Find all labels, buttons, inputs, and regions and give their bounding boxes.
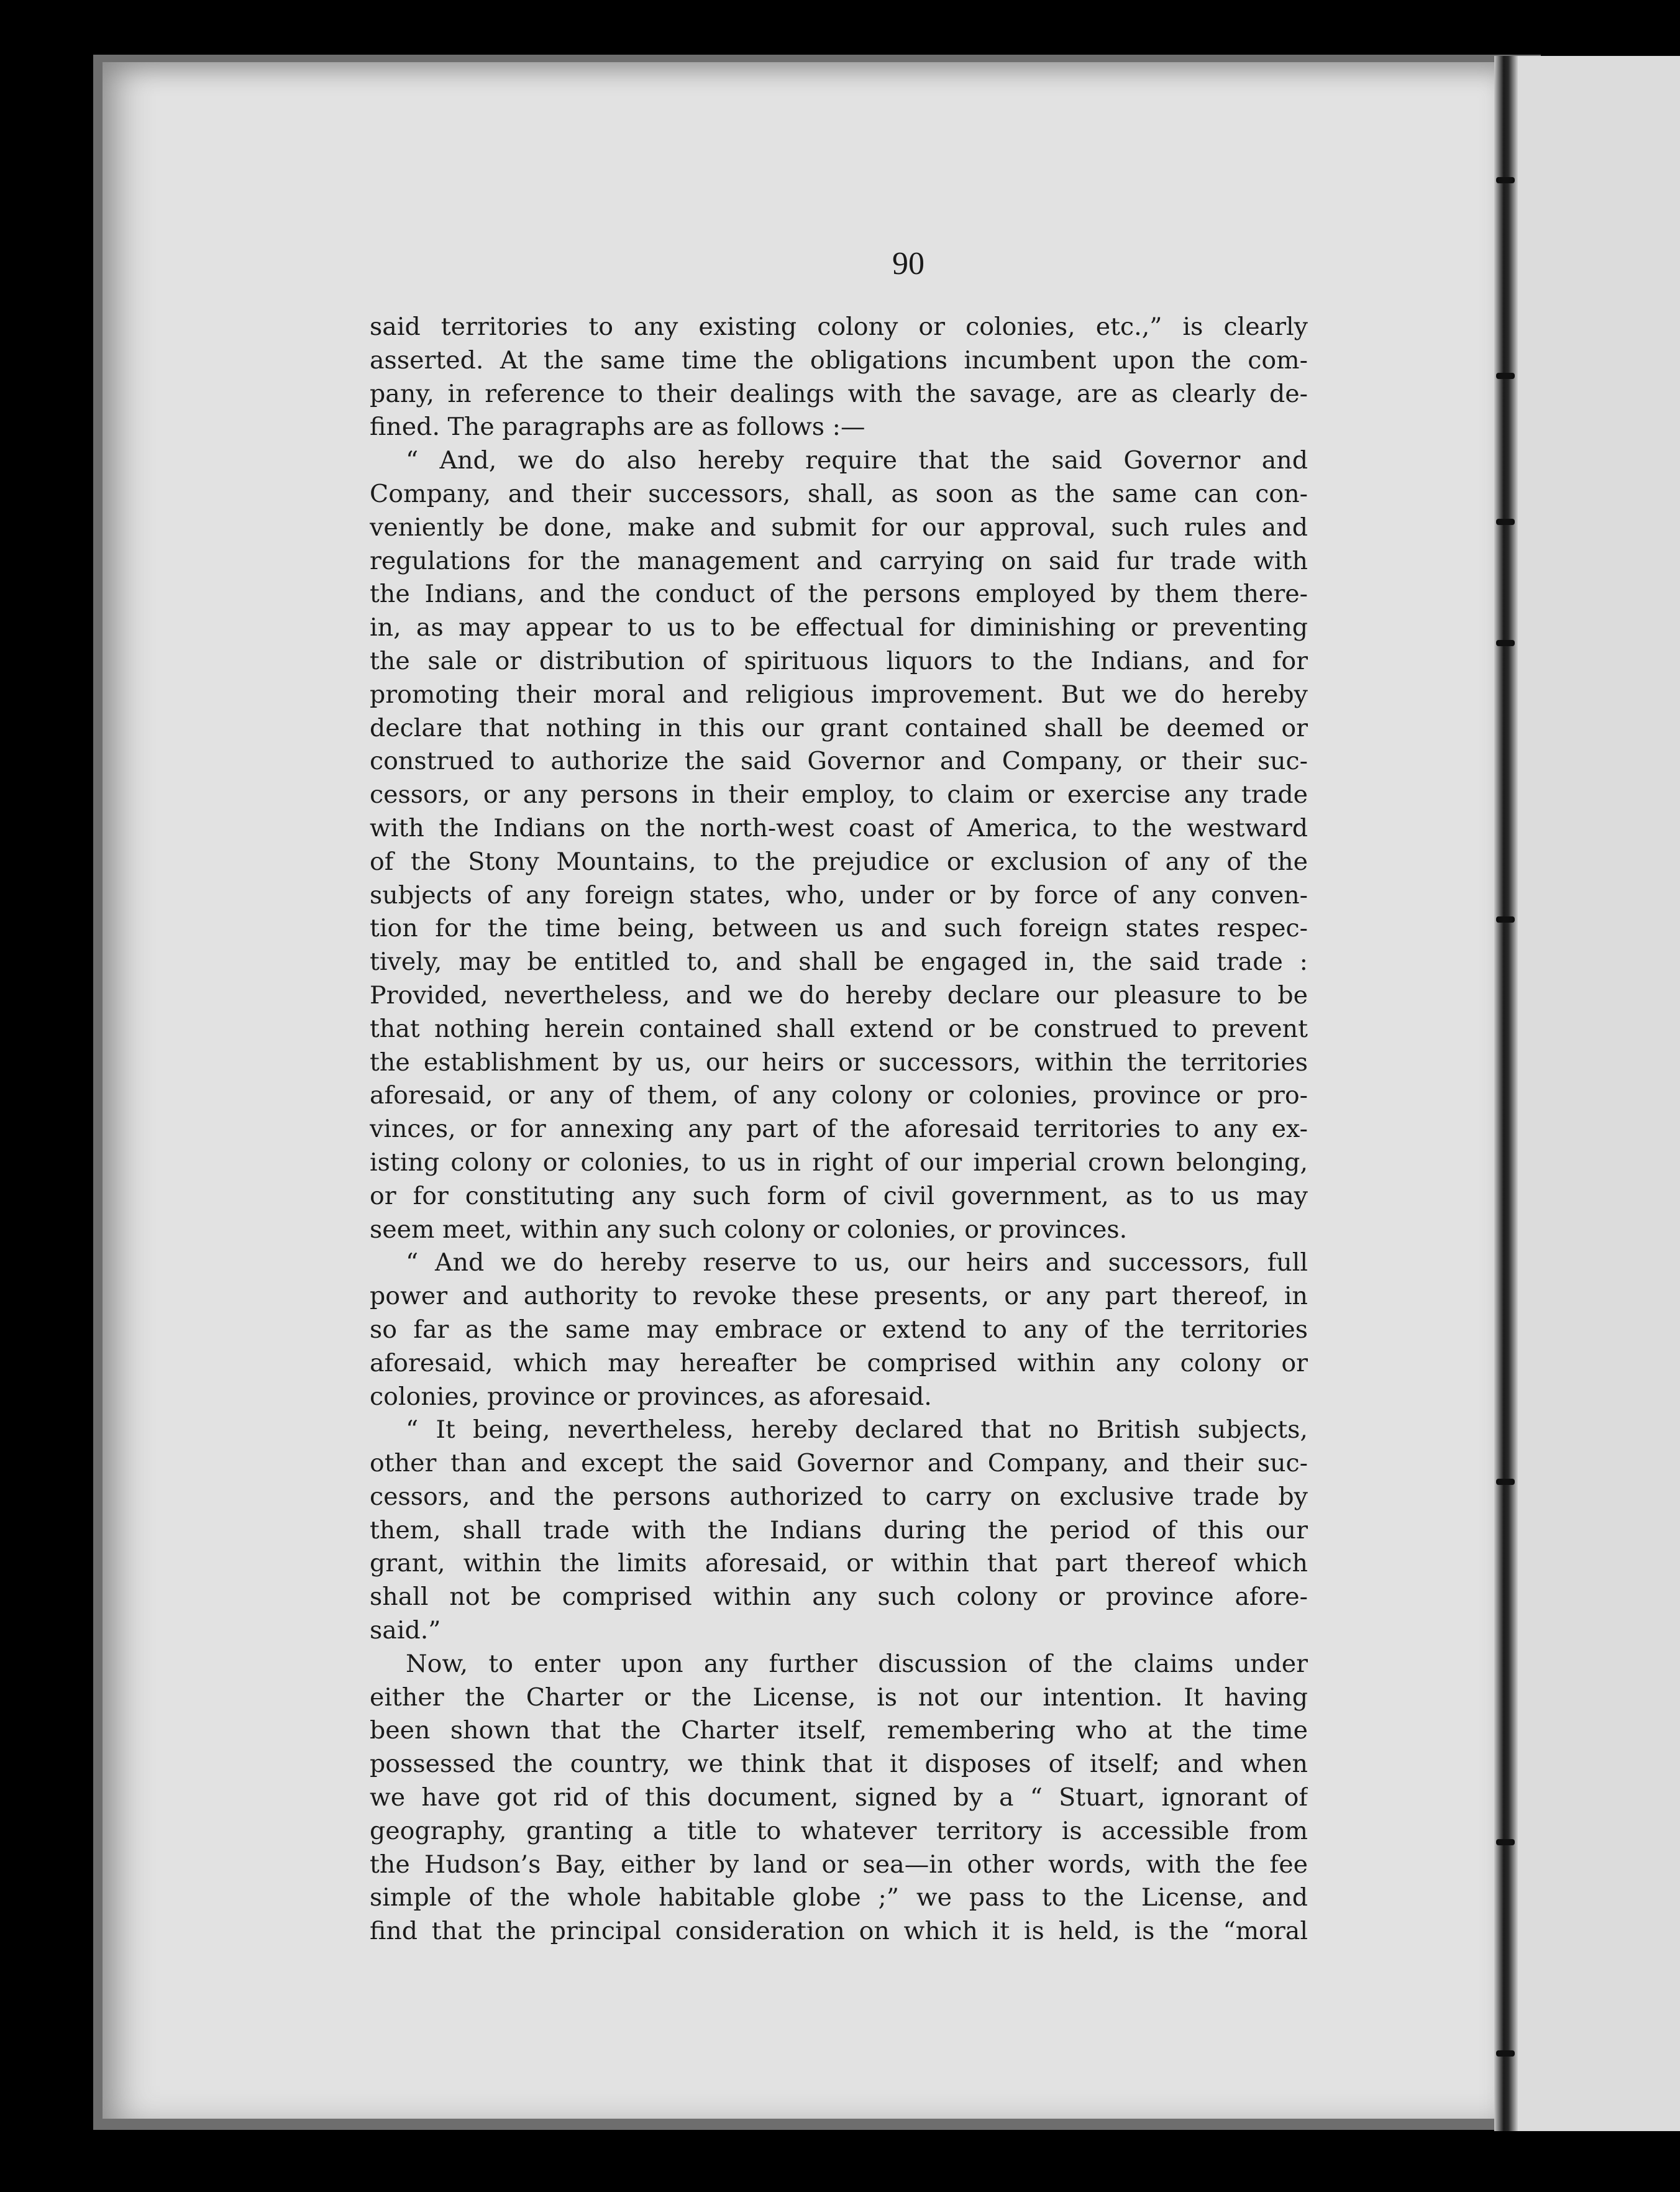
text-line: the establishment by us, our heirs or successors, within the territories <box>370 1048 1308 1077</box>
text-line: “ And we do hereby reserve to us, our heirs and successors, full <box>406 1248 1308 1277</box>
text-line: “ It being, nevertheless, hereby declared that no British subjects, <box>406 1415 1308 1445</box>
text-line: shall not be comprised within any such colony or province afore- <box>370 1582 1308 1612</box>
text-line: Now, to enter upon any further discussion of the claims under <box>406 1649 1308 1678</box>
page-number: 90 <box>892 246 924 281</box>
text-line: that nothing herein contained shall extend or be construed to prevent <box>370 1014 1308 1043</box>
body-text <box>370 311 1308 1948</box>
text-line: declare that nothing in this our grant contained shall be deemed or <box>370 713 1308 742</box>
text-line: tion for the time being, between us and such foreign states respec- <box>370 914 1308 943</box>
text-line: tively, may be entitled to, and shall be engaged in, the said trade : <box>370 948 1308 977</box>
text-line: said territories to any existing colony or colonies, etc.,” is clearly <box>370 313 1308 341</box>
binding-stitch <box>1496 373 1515 379</box>
text-line: seem meet, within any such colony or colonies, or provinces. <box>370 1215 1128 1244</box>
text-line: either the Charter or the License, is not our intention. It having <box>370 1683 1308 1712</box>
text-line: in, as may appear to us to be effectual for diminishing or preventing <box>370 613 1308 642</box>
text-line: them, shall trade with the Indians during the period of this our <box>370 1515 1308 1545</box>
binding-stitch <box>1496 2050 1515 2057</box>
binding-stitch <box>1496 640 1515 646</box>
text-line: veniently be done, make and submit for our approval, such rules and <box>370 513 1308 542</box>
binding-stitch <box>1496 519 1515 525</box>
text-line: of the Stony Mountains, to the prejudice or exclusion of any of the <box>370 847 1308 876</box>
facing-page-edge <box>1516 56 1680 2131</box>
text-line: asserted. At the same time the obligations incumbent upon the com- <box>370 345 1308 375</box>
text-line: promoting their moral and religious improvement. But we do hereby <box>370 680 1308 709</box>
text-line: find that the principal consideration on which it is held, is the “moral <box>370 1917 1308 1946</box>
text-line: simple of the whole habitable globe ;” we pass to the License, and <box>370 1883 1308 1912</box>
book-gutter <box>1494 56 1518 2131</box>
text-line: colonies, province or provinces, as aforesaid. <box>370 1382 932 1411</box>
text-line: construed to authorize the said Governor and Company, or their suc- <box>370 747 1308 776</box>
text-line: subjects of any foreign states, who, under or by force of any conven- <box>370 880 1308 910</box>
binding-stitch <box>1496 916 1515 923</box>
text-line: cessors, and the persons authorized to carry on exclusive trade by <box>370 1482 1308 1511</box>
text-line: vinces, or for annexing any part of the aforesaid territories to any ex- <box>370 1115 1308 1144</box>
text-line: been shown that the Charter itself, remembering who at the time <box>370 1716 1308 1745</box>
binding-stitch <box>1496 1479 1515 1485</box>
text-line: with the Indians on the north-west coast of America, to the westward <box>370 813 1308 843</box>
text-line: the sale or distribution of spirituous liquors to the Indians, and for <box>370 646 1308 675</box>
text-line: grant, within the limits aforesaid, or within that part thereof which <box>370 1549 1308 1578</box>
text-line: said.” <box>370 1616 441 1645</box>
text-line: power and authority to revoke these presents, or any part thereof, in <box>370 1282 1308 1311</box>
text-line: the Indians, and the conduct of the persons employed by them there- <box>370 580 1308 609</box>
text-line: cessors, or any persons in their employ, to claim or exercise any trade <box>370 780 1308 810</box>
binding-stitch <box>1496 177 1515 183</box>
text-line: possessed the country, we think that it disposes of itself; and when <box>370 1750 1308 1779</box>
text-line: aforesaid, which may hereafter be comprised within any colony or <box>370 1348 1308 1377</box>
text-line: “ And, we do also hereby require that the said Governor and <box>406 446 1308 475</box>
text-line: isting colony or colonies, to us in right of our imperial crown belonging, <box>370 1148 1308 1177</box>
text-line: fined. The paragraphs are as follows :— <box>370 413 865 442</box>
text-line: aforesaid, or any of them, of any colony or colonies, province or pro- <box>370 1081 1308 1110</box>
text-line: geography, granting a title to whatever territory is accessible from <box>370 1816 1308 1845</box>
text-line: Company, and their successors, shall, as soon as the same can con- <box>370 479 1308 508</box>
binding-stitch <box>1496 1839 1515 1845</box>
text-line: regulations for the management and carrying on said fur trade with <box>370 546 1308 575</box>
text-line: other than and except the said Governor and Company, and their suc- <box>370 1449 1308 1478</box>
text-line: Provided, nevertheless, and we do hereby declare our pleasure to be <box>370 980 1308 1010</box>
text-line: the Hudson’s Bay, either by land or sea—in other words, with the fee <box>370 1850 1308 1879</box>
text-line: or for constituting any such form of civil government, as to us may <box>370 1181 1308 1210</box>
text-line: pany, in reference to their dealings with the savage, are as clearly de- <box>370 379 1308 408</box>
text-line: we have got rid of this document, signed by a “ Stuart, ignorant of <box>370 1783 1308 1812</box>
text-line: so far as the same may embrace or extend to any of the territories <box>370 1315 1308 1344</box>
